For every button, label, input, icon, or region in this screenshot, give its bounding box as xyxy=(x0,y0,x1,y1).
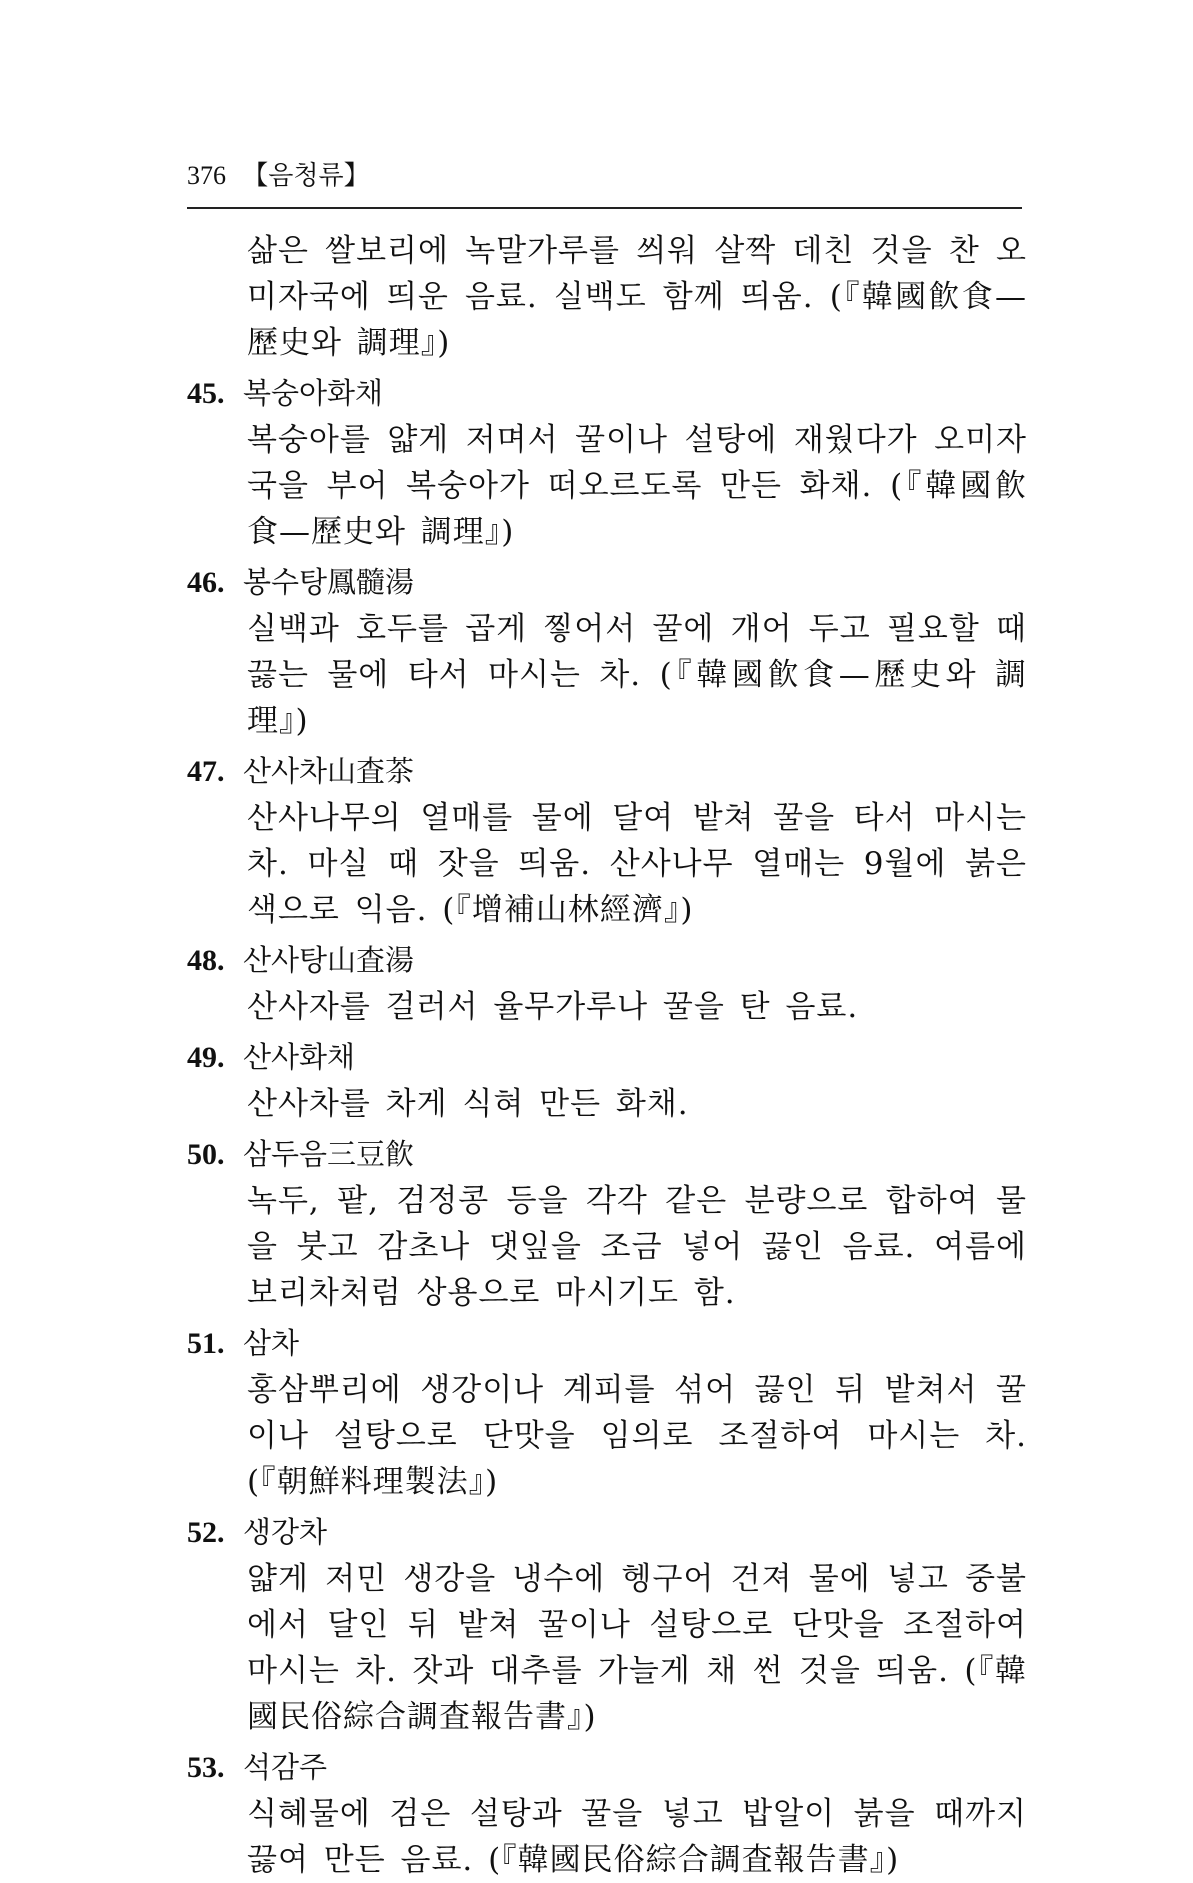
entry-description: 복숭아를 얇게 저며서 꿀이나 설탕에 재웠다가 오미자국을 부어 복숭아가 떠오르도록 만든 화채. (『韓國飮食—歷史와 調理』) xyxy=(247,422,1027,550)
entry-title-line xyxy=(187,1034,1027,1081)
entry-name: 삼두음三豆飮 xyxy=(243,1137,415,1171)
entry-title-line xyxy=(187,1131,1027,1178)
entry-name: 봉수탕鳳髓湯 xyxy=(243,565,415,599)
entry-number: 53. xyxy=(187,1751,225,1784)
entry-45 xyxy=(187,370,1027,555)
entry-title-line xyxy=(187,1744,1027,1791)
entry-title-line xyxy=(187,1320,1027,1367)
entry-48 xyxy=(187,937,1027,1030)
page-header xyxy=(187,160,370,192)
entry-name: 산사차山査茶 xyxy=(243,754,415,788)
entry-47 xyxy=(187,748,1027,933)
entry-number: 47. xyxy=(187,755,225,788)
entry-number: 46. xyxy=(187,566,225,599)
entry-46 xyxy=(187,559,1027,744)
page-body xyxy=(187,228,1027,1883)
entry-name: 생강차 xyxy=(243,1515,328,1549)
entry-52 xyxy=(187,1509,1027,1740)
entry-name: 복숭아화채 xyxy=(243,376,384,410)
entry-name: 삼차 xyxy=(243,1326,300,1360)
entry-title-line xyxy=(187,1509,1027,1556)
entry-number: 45. xyxy=(187,377,225,410)
entry-50 xyxy=(187,1131,1027,1316)
continuation-paragraph: 삶은 쌀보리에 녹말가루를 씌워 살짝 데친 것을 찬 오미자국에 띄운 음료. 실백도 함께 띄움. (『韓國飮食—歷史와 調理』) xyxy=(247,233,1027,361)
section-title: 【음청류】 xyxy=(242,161,370,191)
entry-description: 산사차를 차게 식혀 만든 화채. xyxy=(247,1086,689,1122)
entry-description: 산사자를 걸러서 율무가루나 꿀을 탄 음료. xyxy=(247,989,859,1025)
entry-title-line xyxy=(187,370,1027,417)
entry-number: 48. xyxy=(187,944,225,977)
entry-number: 51. xyxy=(187,1327,225,1360)
entry-number: 49. xyxy=(187,1041,225,1074)
entry-title-line xyxy=(187,559,1027,606)
entry-51 xyxy=(187,1320,1027,1505)
entry-49 xyxy=(187,1034,1027,1127)
entry-description: 식혜물에 검은 설탕과 꿀을 넣고 밥알이 붉을 때까지 끓여 만든 음료. (『韓國民俗綜合調査報告書』) xyxy=(247,1796,1027,1878)
entry-description: 실백과 호두를 곱게 찧어서 꿀에 개어 두고 필요할 때 끓는 물에 타서 마시는 차. (『韓國飮食—歷史와 調理』) xyxy=(247,611,1027,739)
entry-title-line xyxy=(187,937,1027,984)
entry-name: 석감주 xyxy=(243,1750,328,1784)
entry-description: 얇게 저민 생강을 냉수에 헹구어 건져 물에 넣고 중불에서 달인 뒤 밭쳐 꿀이나 설탕으로 단맛을 조절하여 마시는 차. 잣과 대추를 가늘게 채 썬 것을 띄움. (『韓國民俗綜合調査報告書』) xyxy=(247,1561,1027,1735)
entry-description: 녹두, 팥, 검정콩 등을 각각 같은 분량으로 합하여 물을 붓고 감초나 댓잎을 조금 넣어 끓인 음료. 여름에 보리차처럼 상용으로 마시기도 함. xyxy=(247,1183,1027,1311)
page-number: 376 xyxy=(187,161,226,190)
entry-description: 홍삼뿌리에 생강이나 계피를 섞어 끓인 뒤 밭쳐서 꿀이나 설탕으로 단맛을 임의로 조절하여 마시는 차. (『朝鮮料理製法』) xyxy=(247,1372,1027,1500)
entry-number: 50. xyxy=(187,1138,225,1171)
entry-description: 산사나무의 열매를 물에 달여 밭쳐 꿀을 타서 마시는 차. 마실 때 잣을 띄움. 산사나무 열매는 9월에 붉은색으로 익음. (『增補山林經濟』) xyxy=(247,800,1027,928)
entry-number: 52. xyxy=(187,1516,225,1549)
entry-name: 산사화채 xyxy=(243,1040,356,1074)
header-divider xyxy=(187,207,1022,209)
entry-name: 산사탕山査湯 xyxy=(243,943,415,977)
entry-title-line xyxy=(187,748,1027,795)
entry-53 xyxy=(187,1744,1027,1883)
